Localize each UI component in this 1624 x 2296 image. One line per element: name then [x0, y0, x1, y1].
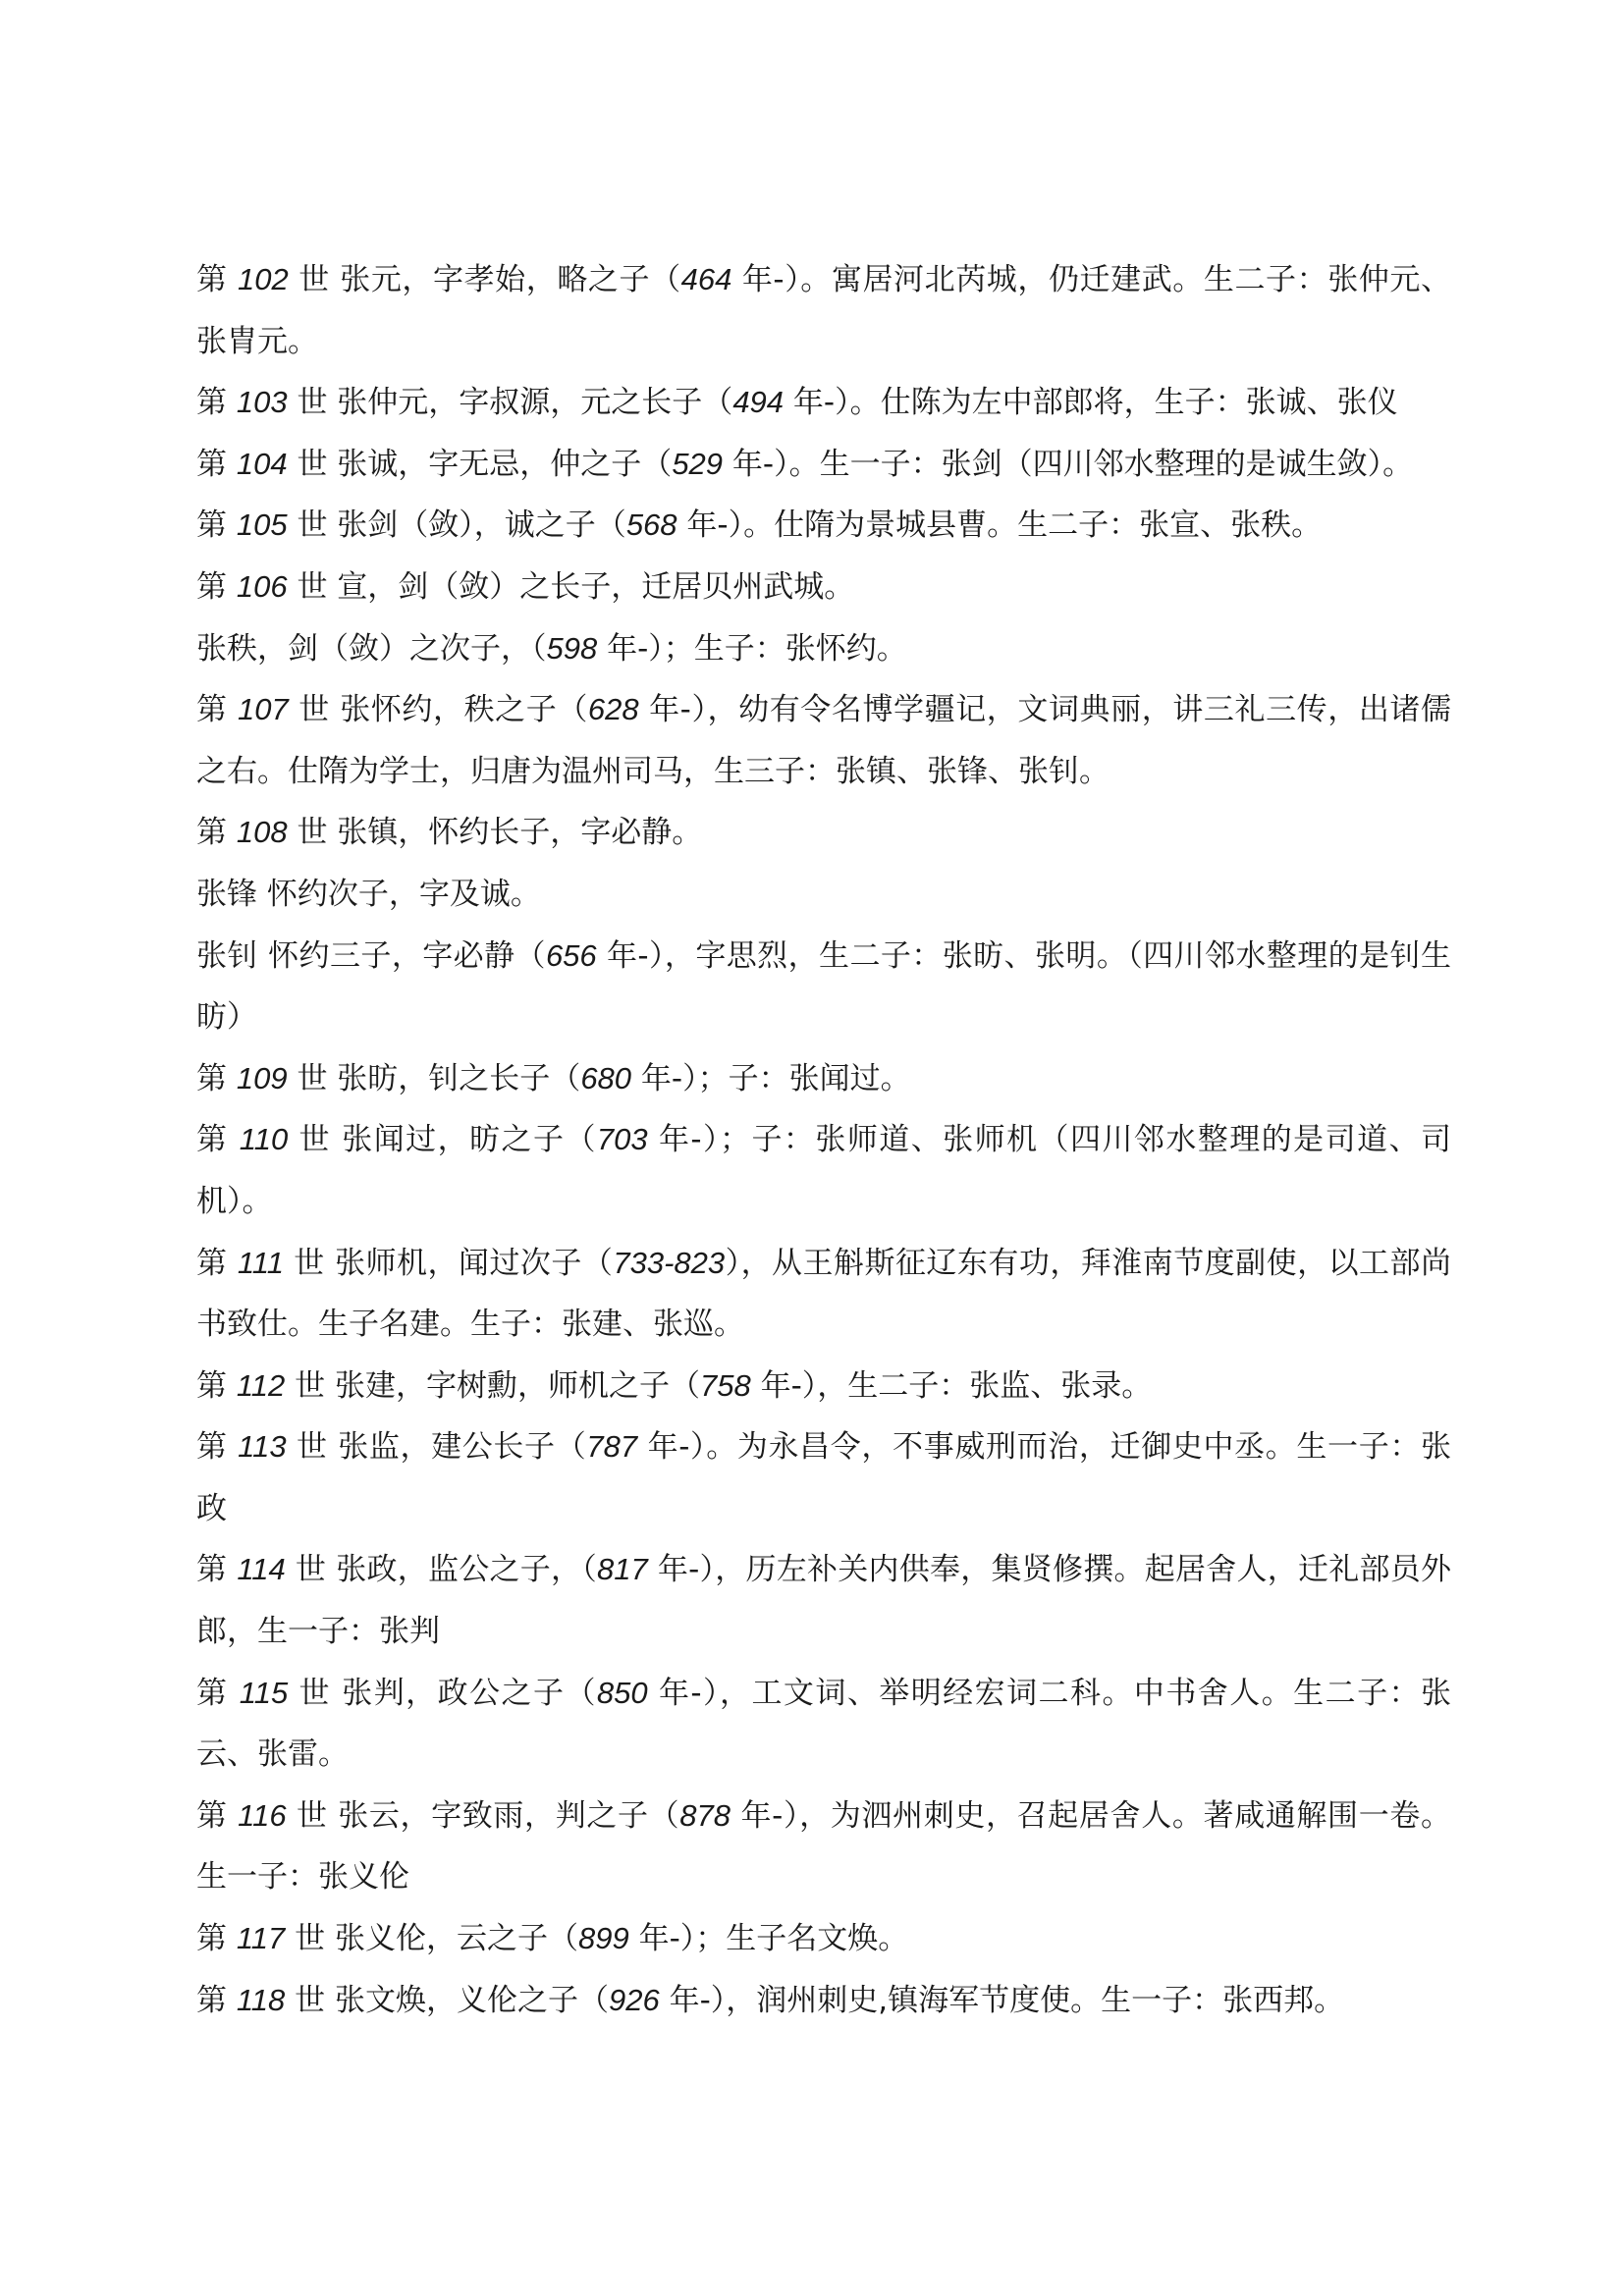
entry-text: 第	[196, 1921, 237, 1957]
entry-text: 世 张怀约，秩之子（	[288, 692, 588, 728]
entry-number: 628	[587, 692, 639, 727]
entry-text: 世 张闻过，昉之子（	[288, 1122, 597, 1158]
entry-text: 张钊 怀约三子，字必静（	[196, 937, 546, 974]
entry-number: 111	[237, 1245, 284, 1280]
entry-text: 世 张仲元，字叔源，元之长子（	[287, 385, 733, 421]
entry-number: 899	[578, 1921, 629, 1956]
entry-number: 703	[596, 1122, 648, 1157]
entry-number: 102	[238, 262, 289, 296]
entry-text: 世 张剑（敛），诚之子（	[287, 507, 626, 544]
entry-number: 114	[237, 1552, 286, 1587]
entry-text: 第	[196, 262, 239, 297]
entry-number: 117	[236, 1921, 286, 1956]
genealogy-entry	[196, 372, 1451, 434]
entry-text: 世 张判，政公之子（	[288, 1675, 597, 1711]
entry-text: 年-）。仕陈为左中部郎将，生子：张诚、张仪	[784, 385, 1398, 421]
entry-text: 世 张昉，钊之长子（	[287, 1060, 581, 1096]
entry-text: 第	[196, 815, 237, 851]
entry-text: 年-），为泗州刺史，召起居舍人。著咸通解围一卷。生一子：张义伦	[196, 1797, 1451, 1896]
entry-text: 第	[196, 1552, 238, 1588]
entry-number: 787	[586, 1429, 638, 1465]
entry-number: 108	[236, 815, 288, 850]
entry-text: 第	[196, 446, 237, 482]
genealogy-entry	[196, 434, 1451, 496]
genealogy-entry	[196, 926, 1451, 1048]
entry-number: 656	[545, 937, 597, 973]
genealogy-entry	[196, 1786, 1451, 1908]
genealogy-text-body	[196, 249, 1451, 2031]
entry-number: 115	[239, 1675, 289, 1710]
entry-text: 年-），历左补关内供奉，集贤修撰。起居舍人，迁礼部员外郎，生一子：张判	[196, 1552, 1451, 1650]
entry-text: 第	[196, 1060, 237, 1096]
entry-number: 926	[609, 1982, 660, 2017]
entry-text: 世 张政，监公之子，（	[285, 1552, 597, 1588]
entry-number: 110	[239, 1122, 289, 1157]
entry-text: 第	[196, 1245, 238, 1281]
entry-text: 世 张诚，字无忌，仲之子（	[287, 446, 673, 482]
entry-number: 107	[238, 692, 289, 727]
genealogy-entry	[196, 1663, 1451, 1786]
entry-number: 529	[672, 446, 724, 481]
entry-text: 第	[196, 1429, 239, 1466]
entry-text: 张锋 怀约次子，字及诚。	[196, 876, 541, 912]
entry-number: 118	[236, 1982, 286, 2017]
genealogy-entry	[196, 557, 1451, 618]
entry-text: 世 张监，建公长子（	[286, 1429, 587, 1466]
entry-number: 104	[236, 446, 288, 481]
entry-number: 494	[732, 385, 785, 420]
entry-text: 第	[196, 1982, 237, 2018]
entry-number: 113	[238, 1429, 287, 1465]
genealogy-entry	[196, 1356, 1451, 1417]
entry-text: 世 张义伦，云之子（	[285, 1921, 578, 1957]
entry-number: 878	[679, 1797, 731, 1833]
entry-text: 世 张元，字孝始，略之子（	[288, 262, 681, 297]
entry-number: 109	[236, 1060, 288, 1095]
entry-text: 世 张云，字致雨，判之子（	[286, 1797, 680, 1834]
entry-number: 103	[236, 385, 288, 420]
entry-text: ），从王斛斯征辽东有功，拜淮南节度副使，以工部尚书致仕。生子名建。生子：张建、张巡。	[196, 1245, 1452, 1343]
genealogy-entry	[196, 864, 1451, 926]
entry-number: 598	[546, 630, 598, 666]
entry-number: 105	[236, 507, 288, 543]
entry-text: 年-）；生子：张怀约。	[597, 630, 907, 667]
genealogy-entry	[196, 1233, 1451, 1356]
genealogy-entry	[196, 679, 1451, 802]
entry-number: 464	[680, 262, 732, 296]
entry-text: 世 张文焕，义伦之子（	[285, 1982, 609, 2018]
entry-text: 世 宣，剑（敛）之长子，迁居贝州武城。	[287, 568, 855, 605]
entry-text: 年-），生二子：张监、张录。	[750, 1367, 1153, 1404]
genealogy-entry	[196, 495, 1451, 557]
entry-text: 世 张师机，闻过次子（	[283, 1245, 614, 1281]
entry-text: 年-）。为永昌令，不事威刑而治，迁御史中丞。生一子：张政	[196, 1429, 1451, 1526]
entry-number: 568	[625, 507, 677, 543]
entry-text: 第	[196, 568, 237, 605]
entry-text: 张秩，剑（敛）之次子，（	[196, 630, 547, 667]
entry-number: 680	[580, 1060, 632, 1095]
entry-text: 年-），幼有令名博学疆记，文词典丽，讲三礼三传，出诸儒之右。仕隋为学士，归唐为温州司马，生三子：张镇、张锋、张钊。	[196, 692, 1451, 789]
entry-text: 第	[196, 1675, 240, 1711]
entry-number: 817	[596, 1552, 648, 1587]
genealogy-entry	[196, 1109, 1451, 1232]
genealogy-entry	[196, 618, 1451, 680]
entry-text: 第	[196, 385, 237, 421]
entry-number: 733-823	[613, 1245, 726, 1280]
entry-text: 第	[196, 1797, 239, 1834]
entry-text: 年-）；子：张闻过。	[631, 1060, 911, 1096]
entry-text: 年-）。生一子：张剑（四川邻水整理的是诚生敛）。	[723, 446, 1414, 482]
genealogy-entry	[196, 1539, 1451, 1662]
entry-text: 年-），工文词、举明经宏词二科。中书舍人。生二子：张云、张雷。	[196, 1675, 1451, 1773]
entry-text: 第	[196, 1367, 237, 1404]
genealogy-entry	[196, 1048, 1451, 1110]
entry-text: 年-），润州刺史,镇海军节度使。生一子：张西邦。	[659, 1982, 1345, 2018]
genealogy-entry	[196, 249, 1451, 372]
entry-text: 年-）；子：张师道、张师机（四川邻水整理的是司道、司机）。	[196, 1122, 1451, 1219]
genealogy-entry	[196, 802, 1451, 864]
entry-text: 年-），字思烈，生二子：张昉、张明。（四川邻水整理的是钊生昉）	[196, 937, 1451, 1036]
entry-number: 116	[238, 1797, 287, 1833]
entry-text: 第	[196, 692, 239, 728]
genealogy-entry	[196, 1416, 1451, 1539]
entry-text: 世 张镇，怀约长子，字必静。	[287, 815, 703, 851]
entry-text: 年-）；生子名文焕。	[628, 1921, 909, 1957]
entry-text: 第	[196, 1122, 240, 1158]
entry-text: 年-）。寓居河北芮城，仍迁建武。生二子：张仲元、张胄元。	[196, 262, 1451, 359]
entry-text: 世 张建，字树勳，师机之子（	[285, 1367, 700, 1404]
entry-number: 758	[700, 1367, 751, 1403]
entry-text: 年-）。仕隋为景城县曹。生二子：张宣、张秩。	[677, 507, 1323, 544]
genealogy-entry	[196, 1970, 1451, 2032]
entry-number: 850	[596, 1675, 648, 1710]
genealogy-entry	[196, 1908, 1451, 1970]
entry-number: 106	[236, 568, 288, 604]
entry-text: 第	[196, 507, 237, 544]
entry-number: 112	[236, 1367, 286, 1403]
